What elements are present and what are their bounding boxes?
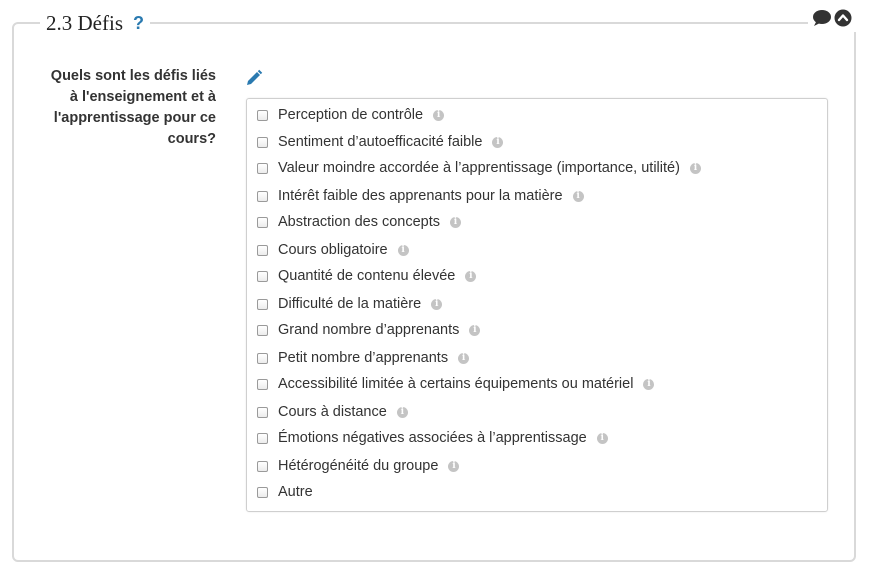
info-icon[interactable]: i — [450, 217, 461, 228]
option-label[interactable]: Difficulté de la matière — [278, 296, 422, 312]
options-list — [246, 98, 828, 512]
list-item — [257, 212, 461, 232]
question-label: Quels sont les défis liés à l'enseignement et à l'apprentissage pour ce cours? — [50, 68, 216, 147]
list-item — [257, 132, 503, 152]
info-icon[interactable]: i — [398, 245, 409, 256]
info-icon[interactable]: i — [458, 353, 469, 364]
help-button[interactable]: ? — [133, 12, 144, 33]
list-item — [257, 428, 608, 448]
checkbox[interactable] — [257, 217, 268, 228]
list-item — [257, 402, 408, 422]
checkbox[interactable] — [257, 245, 268, 256]
checkbox[interactable] — [257, 433, 268, 444]
info-icon[interactable]: i — [492, 137, 503, 148]
info-icon[interactable]: i — [431, 299, 442, 310]
option-label[interactable]: Accessibilité limitée à certains équipements ou matériel — [278, 376, 634, 392]
option-label[interactable]: Abstraction des concepts — [278, 214, 441, 230]
checkbox[interactable] — [257, 487, 268, 498]
checkbox[interactable] — [257, 271, 268, 282]
option-label[interactable]: Valeur moindre accordée à l’apprentissage (importance, utilité) — [278, 160, 680, 176]
option-label[interactable]: Perception de contrôle — [278, 107, 424, 123]
list-item — [257, 482, 313, 502]
info-icon[interactable]: i — [469, 325, 480, 336]
list-item — [257, 320, 480, 340]
info-icon[interactable]: i — [397, 407, 408, 418]
info-icon[interactable]: i — [448, 461, 459, 472]
comment-icon[interactable] — [812, 9, 832, 32]
list-item — [257, 240, 409, 260]
info-icon[interactable]: i — [643, 379, 654, 390]
option-label[interactable]: Sentiment d’autoefficacité faible — [278, 134, 483, 150]
checkbox[interactable] — [257, 379, 268, 390]
option-label[interactable]: Hétérogénéité du groupe — [278, 458, 439, 474]
checkbox[interactable] — [257, 353, 268, 364]
section-actions — [808, 9, 856, 32]
list-item — [257, 105, 444, 125]
option-label[interactable]: Quantité de contenu élevée — [278, 268, 456, 284]
info-icon[interactable]: i — [597, 433, 608, 444]
checkbox[interactable] — [257, 407, 268, 418]
option-label[interactable]: Cours obligatoire — [278, 242, 388, 258]
option-label[interactable]: Grand nombre d’apprenants — [278, 322, 460, 338]
list-item — [257, 158, 701, 178]
option-label[interactable]: Cours à distance — [278, 404, 387, 420]
list-item — [257, 266, 476, 286]
info-icon[interactable]: i — [465, 271, 476, 282]
option-label[interactable]: Émotions négatives associées à l’apprentissage — [278, 430, 587, 446]
checkbox[interactable] — [257, 137, 268, 148]
list-item — [257, 348, 469, 368]
checkbox[interactable] — [257, 191, 268, 202]
list-item — [257, 186, 584, 206]
option-label[interactable]: Petit nombre d’apprenants — [278, 350, 449, 366]
section-title: 2.3 Défis — [46, 10, 123, 35]
info-icon[interactable]: i — [433, 110, 444, 121]
checkbox[interactable] — [257, 461, 268, 472]
list-item — [257, 374, 654, 394]
option-label[interactable]: Intérêt faible des apprenants pour la matière — [278, 188, 563, 204]
list-item — [257, 294, 442, 314]
info-icon[interactable]: i — [690, 163, 701, 174]
info-icon[interactable]: i — [573, 191, 584, 202]
checkbox[interactable] — [257, 325, 268, 336]
pencil-icon[interactable] — [245, 69, 263, 92]
option-label[interactable]: Autre — [278, 484, 313, 500]
checkbox[interactable] — [257, 163, 268, 174]
checkbox[interactable] — [257, 110, 268, 121]
checkbox[interactable] — [257, 299, 268, 310]
list-item — [257, 456, 459, 476]
chevron-up-circle-icon[interactable] — [834, 9, 852, 32]
section-legend — [40, 8, 150, 38]
